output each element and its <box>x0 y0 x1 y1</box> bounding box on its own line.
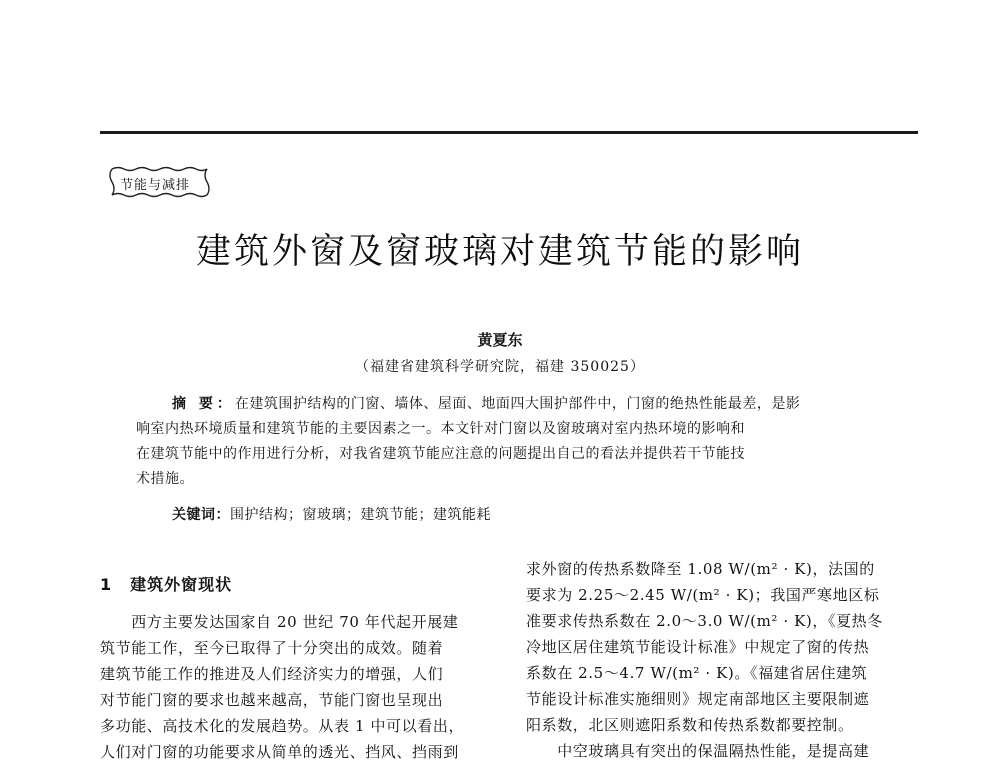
body-line: 阳系数，北区则遮阳系数和传热系数都要控制。 <box>526 716 854 734</box>
section-title: 建筑外窗现状 <box>130 575 233 594</box>
section-1-heading <box>100 572 232 595</box>
body-line: 对节能门窗的要求也越来越高，节能门窗也呈现出 <box>100 691 444 709</box>
body-line: 建筑节能工作的推进及人们经济实力的增强，人们 <box>100 665 444 683</box>
body-line: 冷地区居住建筑节能设计标准》中规定了窗的传热 <box>526 638 870 656</box>
body-line: 中空玻璃具有突出的保温隔热性能，是提高建 <box>526 742 870 760</box>
header-rule <box>100 131 918 134</box>
section-tag-label: 节能与减排 <box>120 178 191 193</box>
abstract-label: 摘 要： <box>172 396 235 412</box>
body-line: 多功能、高技术化的发展趋势。从表 1 中可以看出， <box>100 717 465 735</box>
abstract-line: 响室内热环境质量和建筑节能的主要因素之一。本文针对门窗以及窗玻璃对室内热环境的影响和 <box>136 421 745 437</box>
keywords-text: 围护结构；窗玻璃；建筑节能；建筑能耗 <box>230 507 491 523</box>
body-line: 系数在 2.5～4.7 W/(m² · K)。《福建省居住建筑 <box>526 664 868 682</box>
section-tag <box>106 165 212 199</box>
body-line: 准要求传热系数在 2.0～3.0 W/(m² · K)，《夏热冬 <box>526 612 883 630</box>
keywords-label: 关键词： <box>172 507 230 523</box>
body-line: 要求为 2.25～2.45 W/(m² · K)；我国严寒地区标 <box>526 586 880 604</box>
abstract-line: 在建筑节能中的作用进行分析，对我省建筑节能应注意的问题提出自己的看法并提供若干节能技 <box>136 446 745 462</box>
body-line: 人们对门窗的功能要求从简单的透光、挡风、挡雨到 <box>100 743 459 761</box>
abstract-line: 在建筑围护结构的门窗、墙体、屋面、地面四大围护部件中，门窗的绝热性能最差，是影 <box>234 396 801 412</box>
article-title: 建筑外窗及窗玻璃对建筑节能的影响 <box>195 232 804 272</box>
body-line: 西方主要发达国家自 20 世纪 70 年代起开展建 <box>100 613 459 631</box>
abstract <box>136 392 884 492</box>
author-affiliation: （福建省建筑科学研究院，福建 350025） <box>355 359 645 375</box>
body-line: 节能设计标准实施细则》规定南部地区主要限制遮 <box>526 690 870 708</box>
keywords <box>172 504 491 524</box>
abstract-line: 术措施。 <box>136 471 194 487</box>
section-number: 1 <box>100 575 113 594</box>
body-line: 求外窗的传热系数降至 1.08 W/(m² · K)，法国的 <box>526 560 875 578</box>
author-name: 黄夏东 <box>477 331 523 349</box>
body-line: 筑节能工作，至今已取得了十分突出的成效。随着 <box>100 639 444 657</box>
